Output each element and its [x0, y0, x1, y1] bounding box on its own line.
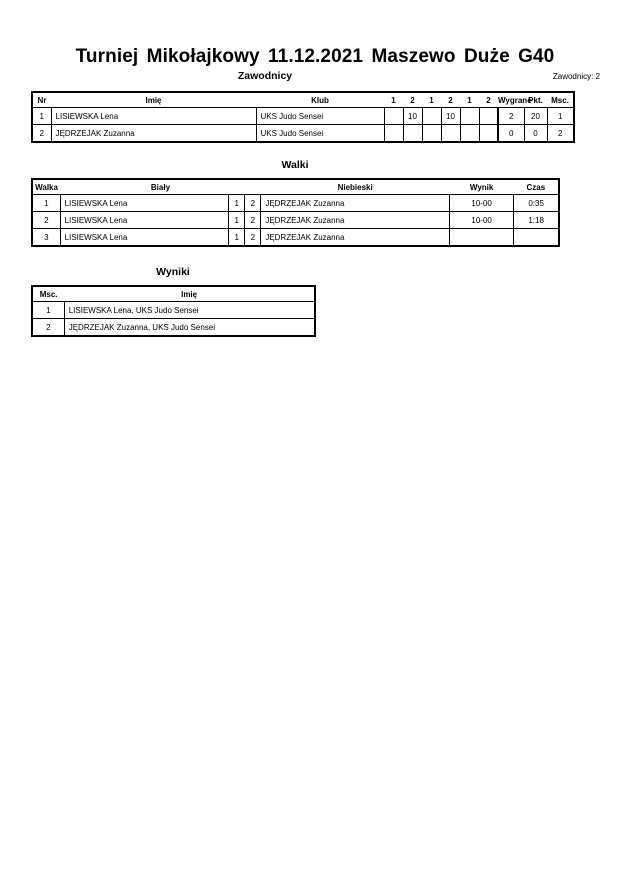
white-competitor: LISIEWSKA Lena: [60, 229, 229, 247]
competitor-wins: 2: [498, 108, 524, 125]
round-score: [479, 125, 498, 143]
fight-time: [514, 229, 559, 247]
round-score: [422, 108, 441, 125]
white-competitor: LISIEWSKA Lena: [60, 195, 229, 212]
round-score: [403, 125, 422, 143]
competitor-count: Zawodnicy: 2: [552, 72, 600, 81]
col-result-name: Imię: [64, 286, 315, 302]
competitor-nr: 2: [32, 125, 51, 143]
result-name: LISIEWSKA Lena, UKS Judo Sensei: [64, 302, 315, 319]
result-name: JĘDRZEJAK Zuzanna, UKS Judo Sensei: [64, 319, 315, 337]
fight-result: 10-00: [450, 212, 514, 229]
col-r4: 2: [441, 92, 460, 108]
fight-number: 3: [32, 229, 60, 247]
round-score: [384, 125, 403, 143]
fight-result: 10-00: [450, 195, 514, 212]
round-score: [479, 108, 498, 125]
competitors-table: [31, 91, 575, 143]
round-score: [384, 108, 403, 125]
competitor-points: 20: [524, 108, 547, 125]
fight-time: 1:18: [514, 212, 559, 229]
table-row: [32, 195, 559, 212]
results-header-row: [32, 286, 315, 302]
white-number: 1: [229, 195, 245, 212]
fight-number: 2: [32, 212, 60, 229]
col-result-place: Msc.: [32, 286, 64, 302]
col-points: Pkt.: [524, 92, 547, 108]
blue-competitor: JĘDRZEJAK Zuzanna: [261, 229, 450, 247]
col-r1: 1: [384, 92, 403, 108]
col-blue: Niebieski: [261, 179, 450, 195]
col-time: Czas: [514, 179, 559, 195]
result-place: 1: [32, 302, 64, 319]
col-wins: Wygrane: [498, 92, 524, 108]
round-score: 10: [441, 108, 460, 125]
competitor-place: 1: [547, 108, 574, 125]
fights-heading: Walki: [281, 159, 309, 171]
competitor-club: UKS Judo Sensei: [256, 108, 384, 125]
blue-number: 2: [245, 229, 261, 247]
competitor-name: JĘDRZEJAK Zuzanna: [51, 125, 256, 143]
blue-number: 2: [245, 212, 261, 229]
table-row: [32, 125, 574, 143]
col-fight-no: Walka: [32, 179, 60, 195]
fights-table: [31, 178, 560, 247]
competitor-wins: 0: [498, 125, 524, 143]
fights-header-row: [32, 179, 559, 195]
col-place: Msc.: [547, 92, 574, 108]
results-heading: Wyniki: [156, 266, 190, 278]
competitors-heading: Zawodnicy: [237, 70, 293, 82]
round-score: [460, 108, 479, 125]
white-number: 1: [229, 212, 245, 229]
round-score: [422, 125, 441, 143]
competitor-place: 2: [547, 125, 574, 143]
fight-time: 0:35: [514, 195, 559, 212]
result-place: 2: [32, 319, 64, 337]
col-r6: 2: [479, 92, 498, 108]
col-result: Wynik: [450, 179, 514, 195]
round-score: [460, 125, 479, 143]
table-row: [32, 229, 559, 247]
table-row: [32, 302, 315, 319]
fight-result: [450, 229, 514, 247]
results-table: [31, 285, 316, 337]
fight-number: 1: [32, 195, 60, 212]
competitor-nr: 1: [32, 108, 51, 125]
col-r5: 1: [460, 92, 479, 108]
col-r3: 1: [422, 92, 441, 108]
table-row: [32, 212, 559, 229]
competitors-header-row: [32, 92, 574, 108]
competitor-club: UKS Judo Sensei: [256, 125, 384, 143]
round-score: 10: [403, 108, 422, 125]
round-score: [441, 125, 460, 143]
page-title: Turniej Mikołajkowy 11.12.2021 Maszewo Duże G40: [75, 46, 555, 67]
table-row: [32, 108, 574, 125]
col-name: Imię: [51, 92, 256, 108]
blue-competitor: JĘDRZEJAK Zuzanna: [261, 195, 450, 212]
competitor-name: LISIEWSKA Lena: [51, 108, 256, 125]
white-competitor: LISIEWSKA Lena: [60, 212, 229, 229]
blue-number: 2: [245, 195, 261, 212]
col-r2: 2: [403, 92, 422, 108]
table-row: [32, 319, 315, 337]
col-nr: Nr: [32, 92, 51, 108]
competitor-points: 0: [524, 125, 547, 143]
blue-competitor: JĘDRZEJAK Zuzanna: [261, 212, 450, 229]
white-number: 1: [229, 229, 245, 247]
col-club: Klub: [256, 92, 384, 108]
col-white: Biały: [60, 179, 261, 195]
